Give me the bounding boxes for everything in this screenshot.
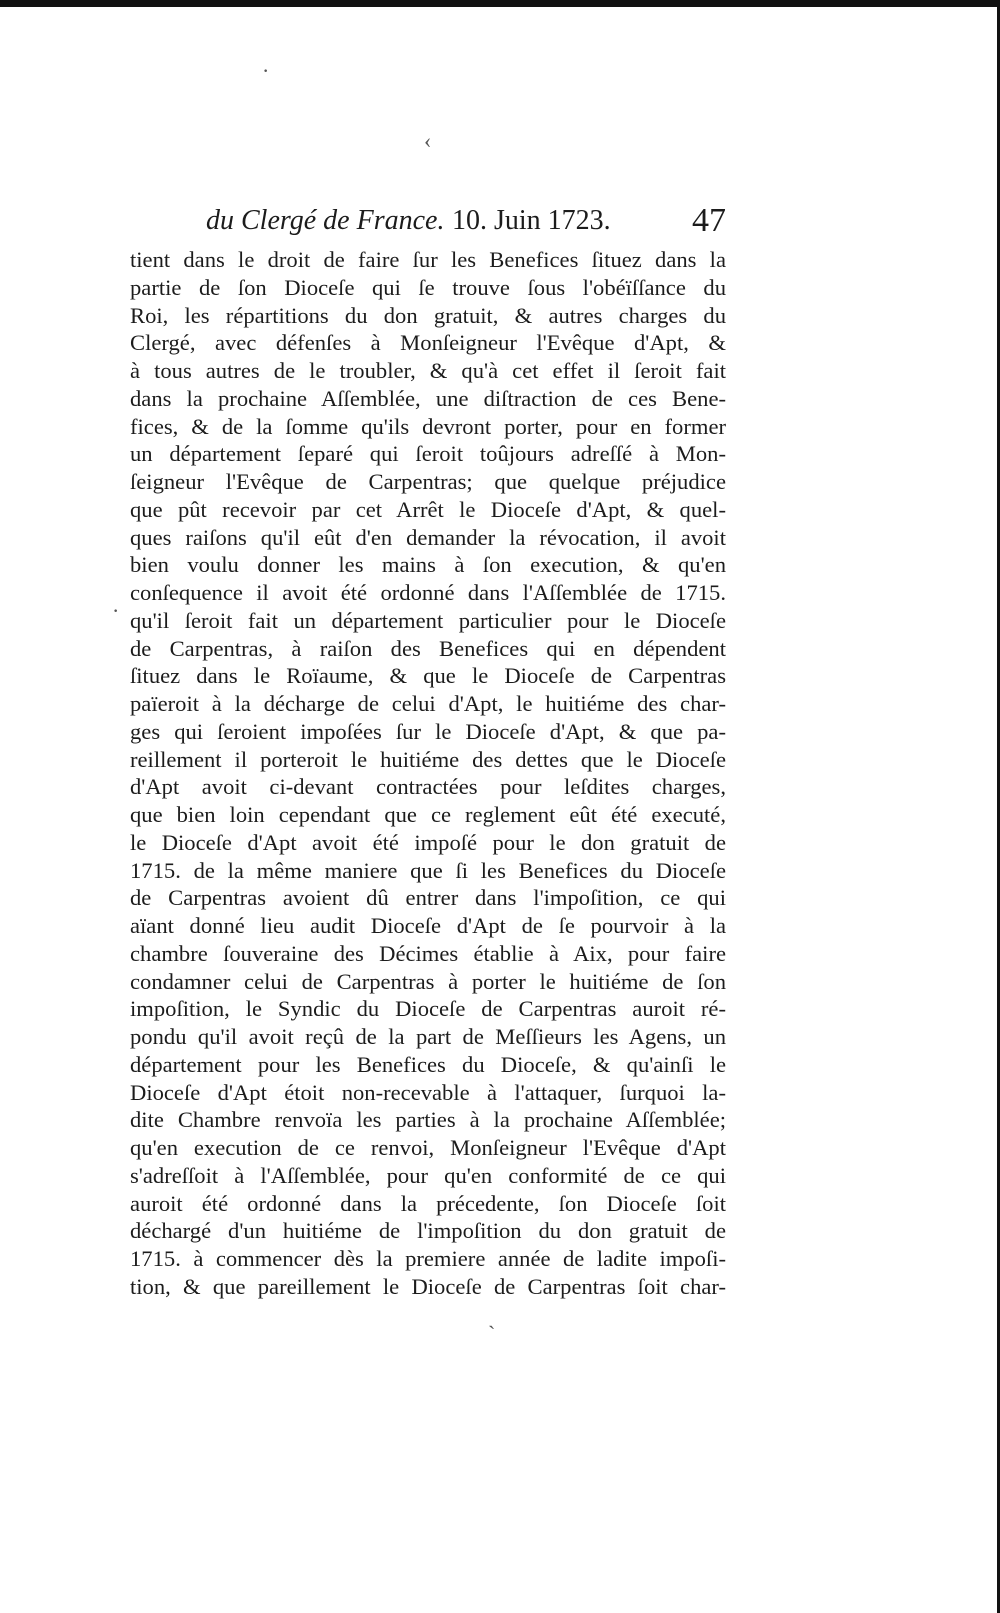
text-line: impoſition, le Syndic du Dioceſe de Carpentras auroit ré- — [130, 996, 726, 1022]
text-line: un département ſeparé qui ſeroit toûjours adreſſé à Mon- — [130, 441, 726, 467]
text-line: aïant donné lieu audit Dioceſe d'Apt de ſe pourvoir à la — [130, 913, 726, 938]
text-line: qu'en execution de ce renvoi, Monſeigneur l'Evêque d'Apt — [130, 1135, 726, 1160]
paper-speck: · — [262, 58, 270, 83]
text-line: Clergé, avec défenſes à Monſeigneur l'Evêque d'Apt, & — [130, 330, 726, 356]
text-line: chambre ſouveraine des Décimes établie à Aix, pour faire — [130, 940, 726, 966]
text-line: dite Chambre renvoïa les parties à la prochaine Aſſemblée; — [130, 1107, 726, 1133]
text-line: bien voulu donner les mains à ſon execution, & qu'en — [130, 552, 726, 578]
text-line: le Dioceſe d'Apt avoit été impoſé pour le don gratuit de — [130, 829, 726, 855]
text-line: déchargé d'un huitiéme de l'impoſition du don gratuit de — [130, 1218, 726, 1244]
running-head-title: du Clergé de France. — [206, 205, 445, 236]
text-line: qu'il ſeroit fait un département particulier pour le Dioceſe — [130, 607, 726, 633]
paper-speck: · — [112, 598, 120, 623]
text-line: tient dans le droit de faire ſur les Benefices ſituez dans la — [130, 247, 726, 272]
running-head-date: 10. Juin 1723. — [452, 205, 611, 236]
text-line: conſequence il avoit été ordonné dans l'Aſſemblée de 1715. — [130, 580, 726, 605]
text-line: ſeigneur l'Evêque de Carpentras; que quelque préjudice — [130, 469, 726, 494]
text-line: 1715. à commencer dès la premiere année de ladite impoſi- — [130, 1246, 726, 1271]
text-line: à tous autres de le troubler, & qu'à cet effet il ſeroit fait — [130, 358, 726, 383]
text-line: pondu qu'il avoit reçû de la part de Meſſieurs les Agens, un — [130, 1024, 726, 1049]
text-line: condamner celui de Carpentras à porter le huitiéme de ſon — [130, 968, 726, 994]
top-border-rule — [0, 0, 1000, 7]
text-line: ges qui ſeroient impoſées ſur le Dioceſe d'Apt, & que pa- — [130, 718, 726, 744]
paper-speck: ˎ — [488, 1304, 496, 1329]
text-line: 1715. de la même maniere que ſi les Benefices du Dioceſe — [130, 857, 726, 883]
text-line: de Carpentras avoient dû entrer dans l'impoſition, ce qui — [130, 885, 726, 911]
text-line: dans la prochaine Aſſemblée, une diſtraction de ces Bene- — [130, 385, 726, 411]
text-line: que pût recevoir par cet Arrêt le Dioceſe d'Apt, & quel- — [130, 496, 726, 522]
text-line: ſituez dans le Roïaume, & que le Dioceſe de Carpentras — [130, 663, 726, 689]
page-number: 47 — [692, 202, 726, 239]
text-line: reillement il porteroit le huitiéme des dettes que le Dioceſe — [130, 746, 726, 772]
text-line: de Carpentras, à raiſon des Benefices qui en dépendent — [130, 635, 726, 661]
text-line: d'Apt avoit ci-devant contractées pour leſdites charges, — [130, 774, 726, 800]
text-line: auroit été ordonné dans la précedente, ſon Dioceſe ſoit — [130, 1190, 726, 1216]
text-line: fices, & de la ſomme qu'ils devront porter, pour en former — [130, 413, 726, 439]
text-line: ques raiſons qu'il eût d'en demander la révocation, il avoit — [130, 524, 726, 550]
running-head — [130, 196, 726, 246]
text-line: païeroit à la décharge de celui d'Apt, le huitiéme des char- — [130, 691, 726, 716]
body-text — [130, 246, 726, 1301]
text-line: tion, & que pareillement le Dioceſe de Carpentras ſoit char- — [130, 1273, 726, 1299]
text-line: partie de ſon Dioceſe qui ſe trouve ſous l'obéïſſance du — [130, 274, 726, 300]
text-line: département pour les Benefices du Dioceſe, & qu'ainſi le — [130, 1051, 726, 1077]
paper-speck: ‹ — [424, 128, 432, 153]
text-line: s'adreſſoit à l'Aſſemblée, pour qu'en conformité de ce qui — [130, 1162, 726, 1188]
text-line: que bien loin cependant que ce reglement eût été executé, — [130, 802, 726, 827]
printed-page — [130, 196, 726, 1301]
text-line: Dioceſe d'Apt étoit non-recevable à l'attaquer, ſurquoi la- — [130, 1079, 726, 1105]
text-line: Roi, les répartitions du don gratuit, & autres charges du — [130, 302, 726, 328]
